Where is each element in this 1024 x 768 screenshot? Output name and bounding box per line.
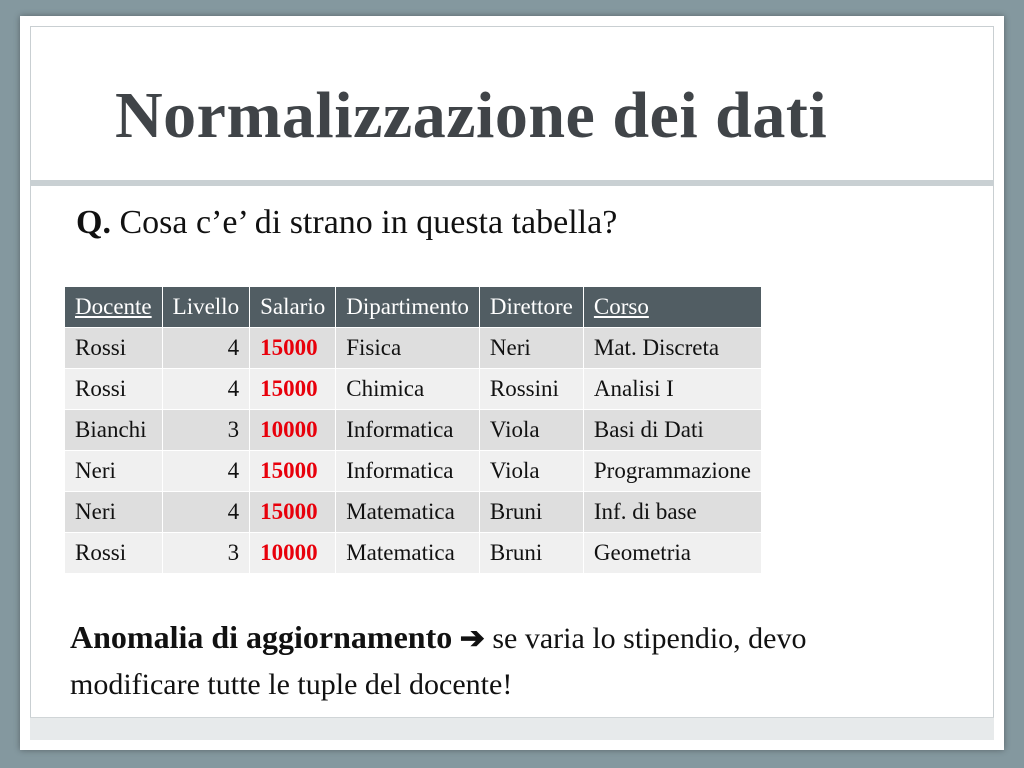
cell-dipartimento: Chimica	[336, 369, 480, 410]
slide	[20, 16, 1004, 750]
cell-salario: 15000	[250, 369, 336, 410]
cell-dipartimento: Fisica	[336, 328, 480, 369]
cell-livello: 4	[162, 451, 249, 492]
cell-dipartimento: Informatica	[336, 410, 480, 451]
header-direttore: Direttore	[479, 287, 583, 328]
cell-direttore: Neri	[479, 328, 583, 369]
table-row	[65, 410, 762, 451]
header-corso: Corso	[583, 287, 761, 328]
cell-docente: Rossi	[65, 533, 163, 574]
header-livello: Livello	[162, 287, 249, 328]
anomaly-text: se varia lo stipendio, devo modificare tutte le tuple del docente!	[70, 622, 807, 701]
header-docente: Docente	[65, 287, 163, 328]
cell-docente: Neri	[65, 451, 163, 492]
cell-direttore: Rossini	[479, 369, 583, 410]
cell-livello: 4	[162, 328, 249, 369]
cell-livello: 3	[162, 410, 249, 451]
anomaly-note	[70, 614, 940, 708]
cell-docente: Bianchi	[65, 410, 163, 451]
cell-corso: Basi di Dati	[583, 410, 761, 451]
arrow-right-icon: ➔	[459, 622, 485, 655]
cell-corso: Programmazione	[583, 451, 761, 492]
cell-corso: Geometria	[583, 533, 761, 574]
header-dipartimento: Dipartimento	[336, 287, 480, 328]
cell-dipartimento: Informatica	[336, 451, 480, 492]
cell-docente: Rossi	[65, 328, 163, 369]
cell-dipartimento: Matematica	[336, 533, 480, 574]
cell-livello: 3	[162, 533, 249, 574]
cell-corso: Inf. di base	[583, 492, 761, 533]
anomaly-title: Anomalia di aggiornamento	[70, 619, 453, 655]
question	[76, 204, 617, 242]
cell-salario: 10000	[250, 410, 336, 451]
cell-salario: 15000	[250, 451, 336, 492]
cell-livello: 4	[162, 492, 249, 533]
table-row	[65, 492, 762, 533]
header-salario: Salario	[250, 287, 336, 328]
footer-band	[30, 717, 994, 740]
data-table	[64, 286, 762, 574]
cell-dipartimento: Matematica	[336, 492, 480, 533]
cell-direttore: Viola	[479, 410, 583, 451]
question-label: Q.	[76, 204, 111, 241]
cell-corso: Analisi I	[583, 369, 761, 410]
title-divider	[30, 180, 994, 186]
cell-livello: 4	[162, 369, 249, 410]
table-row	[65, 369, 762, 410]
question-text: Cosa c’e’ di strano in questa tabella?	[119, 204, 618, 241]
cell-direttore: Bruni	[479, 492, 583, 533]
cell-salario: 15000	[250, 492, 336, 533]
cell-direttore: Viola	[479, 451, 583, 492]
table-header-row	[65, 287, 762, 328]
slide-title: Normalizzazione dei dati	[115, 79, 828, 152]
cell-docente: Neri	[65, 492, 163, 533]
table-row	[65, 328, 762, 369]
cell-docente: Rossi	[65, 369, 163, 410]
cell-direttore: Bruni	[479, 533, 583, 574]
table-row	[65, 533, 762, 574]
cell-corso: Mat. Discreta	[583, 328, 761, 369]
cell-salario: 15000	[250, 328, 336, 369]
table-row	[65, 451, 762, 492]
cell-salario: 10000	[250, 533, 336, 574]
